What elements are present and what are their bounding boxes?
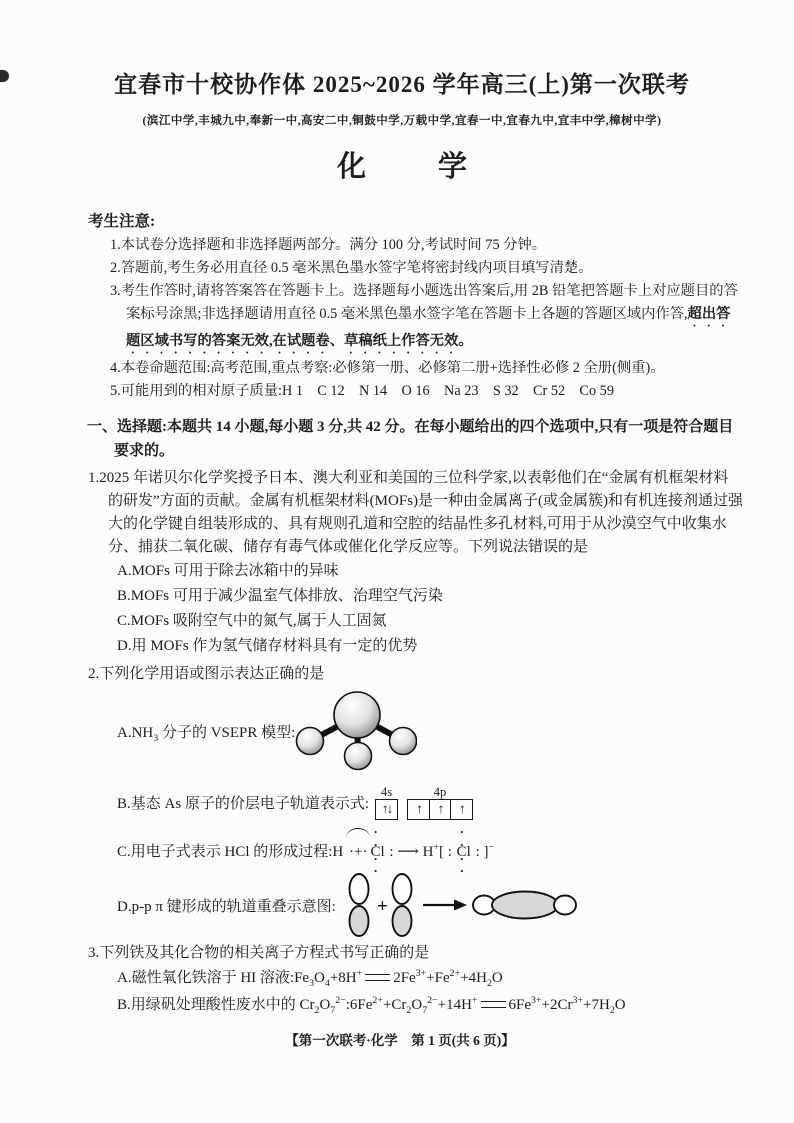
question-3-option-b: B.用绿矾处理酸性废水中的 $Cr_2O_7^{2-}:6Fe^{2+}+Cr_2O_7^{2-}+14H^+$ $6Fe^{3+}+2Cr^{3+}+7H_2O$ — [117, 995, 626, 1016]
question-2-option-a-label: $A.NH_3$ 分子的 VSEPR 模型: — [117, 724, 296, 744]
question-2-option-d — [117, 872, 736, 938]
orbital-4s-box: ↑↓ — [375, 799, 398, 820]
question-2-option-d-label: D.p-p π 键形成的轨道重叠示意图: — [117, 898, 336, 915]
orbital-4s-label: 4s — [381, 784, 393, 799]
candidate-notice — [88, 209, 736, 403]
scan-artifact — [0, 70, 9, 82]
question-2-option-a — [117, 688, 736, 774]
exam-title: 宜春市十校协作体 2025~2026 学年高三(上)第一次联考 — [114, 72, 690, 97]
notice-item-5: 5.可能用到的相对原子质量:H 1 C 12 N 14 O 16 Na 23 S 32 Cr 52 Co 59 — [110, 383, 614, 399]
question-2-text: 2.下列化学用语或图示表达正确的是 — [88, 666, 325, 682]
orbital-4p-box-3: ↑ — [450, 799, 473, 820]
question-3-text: 3.下列铁及其化合物的相关离子方程式书写正确的是 — [88, 945, 430, 961]
question-1-option-c: C.MOFs 吸附空气中的氮气,属于人工固氮 — [117, 613, 387, 629]
notice-item-1: 1.本试卷分选择题和非选择题两部分。满分 100 分,考试时间 75 分钟。 — [110, 237, 547, 253]
subject-char-2: 学 — [438, 151, 468, 183]
subject-title — [68, 144, 736, 185]
subject-char-1: 化 — [336, 151, 366, 183]
question-3-option-a: A.磁性氧化铁溶于 HI 溶液$:Fe_3O_4+8H^+$ $2Fe^{3+}+Fe^{2+}+4H_2O$ — [117, 968, 503, 989]
orbital-4p-box-1: ↑ — [407, 799, 430, 820]
question-2-option-c — [117, 834, 736, 870]
orbital-4p-box-2: ↑ — [429, 799, 452, 820]
question-1-option-a: A.MOFs 可用于除去冰箱中的异味 — [117, 563, 339, 579]
question-1-text: 1.2025 年诺贝尔化学奖授予日本、澳大利亚和美国的三位科学家,以表彰他们在“金属有机框架材料的研发”方面的贡献。金属有机框架材料(MOFs)是一种由金属离子(或金属簇)和有机连接剂通过强大的化学键自组装形成的、具有规则孔道和空腔的结晶性多孔材料,可用于从沙漠空气中收集水分、捕获二氧化碳、储存有毒气体或催化化学反应等。下列说法错误的是 — [88, 470, 743, 555]
orbital-diagram — [375, 785, 473, 820]
p-orbital-overlap-image — [339, 872, 577, 938]
arrow-head — [454, 900, 467, 911]
page-footer: 【第一次联考·化学 第 1 页(共 6 页)】 — [285, 1033, 515, 1048]
notice-item-3 — [110, 280, 738, 357]
question-2-option-c-formula: C.用电子式表示 HCl 的形成过程:H ·+· · · Cl · · : ⟶ H+[ : · · Cl · · : ]− — [117, 835, 494, 869]
question-1-option-d: D.用 MOFs 作为氢气储存材料具有一定的优势 — [117, 638, 418, 654]
notice-item-3-plain: 3.考生作答时,请将答案答在答题卡上。选择题每小题选出答案后,用 2B 铅笔把答题卡上对应题目的答案标号涂黑;非选择题请用直径 0.5 毫米黑色墨水签字笔在答题卡上各题的答题区域内作答, — [110, 283, 738, 322]
notice-heading: 考生注意: — [88, 213, 156, 230]
orbital-4p-label: 4p — [433, 784, 447, 799]
plus-sign: + — [376, 896, 388, 917]
vsepr-model-image — [295, 688, 417, 774]
question-2-option-b — [117, 776, 736, 828]
notice-item-2: 2.答题前,考生务必用直径 0.5 毫米黑色墨水签字笔将密封线内项目填写清楚。 — [110, 260, 593, 276]
question-1-option-b: B.MOFs 可用于减少温室气体排放、治理空气污染 — [117, 588, 443, 604]
notice-item-3-emphasis: 超出答题区域书写的答案无效,在试题卷、草稿纸上作答无效。 — [126, 306, 731, 349]
notice-item-4: 4.本卷命题范围:高考范围,重点考察:必修第一册、必修第二册+选择性必修 2 全册(侧重)。 — [110, 360, 665, 376]
question-2-option-b-label: B.基态 As 原子的价层电子轨道表示式: — [117, 795, 370, 812]
participating-schools: (滨江中学,丰城九中,奉新一中,高安二中,铜鼓中学,万载中学,宜春一中,宜春九中,宜丰中学,樟树中学) — [142, 115, 662, 127]
section-1-heading: 一、选择题:本题共 14 小题,每小题 3 分,共 42 分。在每小题给出的四个选项中,只有一项是符合题目要求的。 — [87, 419, 734, 459]
